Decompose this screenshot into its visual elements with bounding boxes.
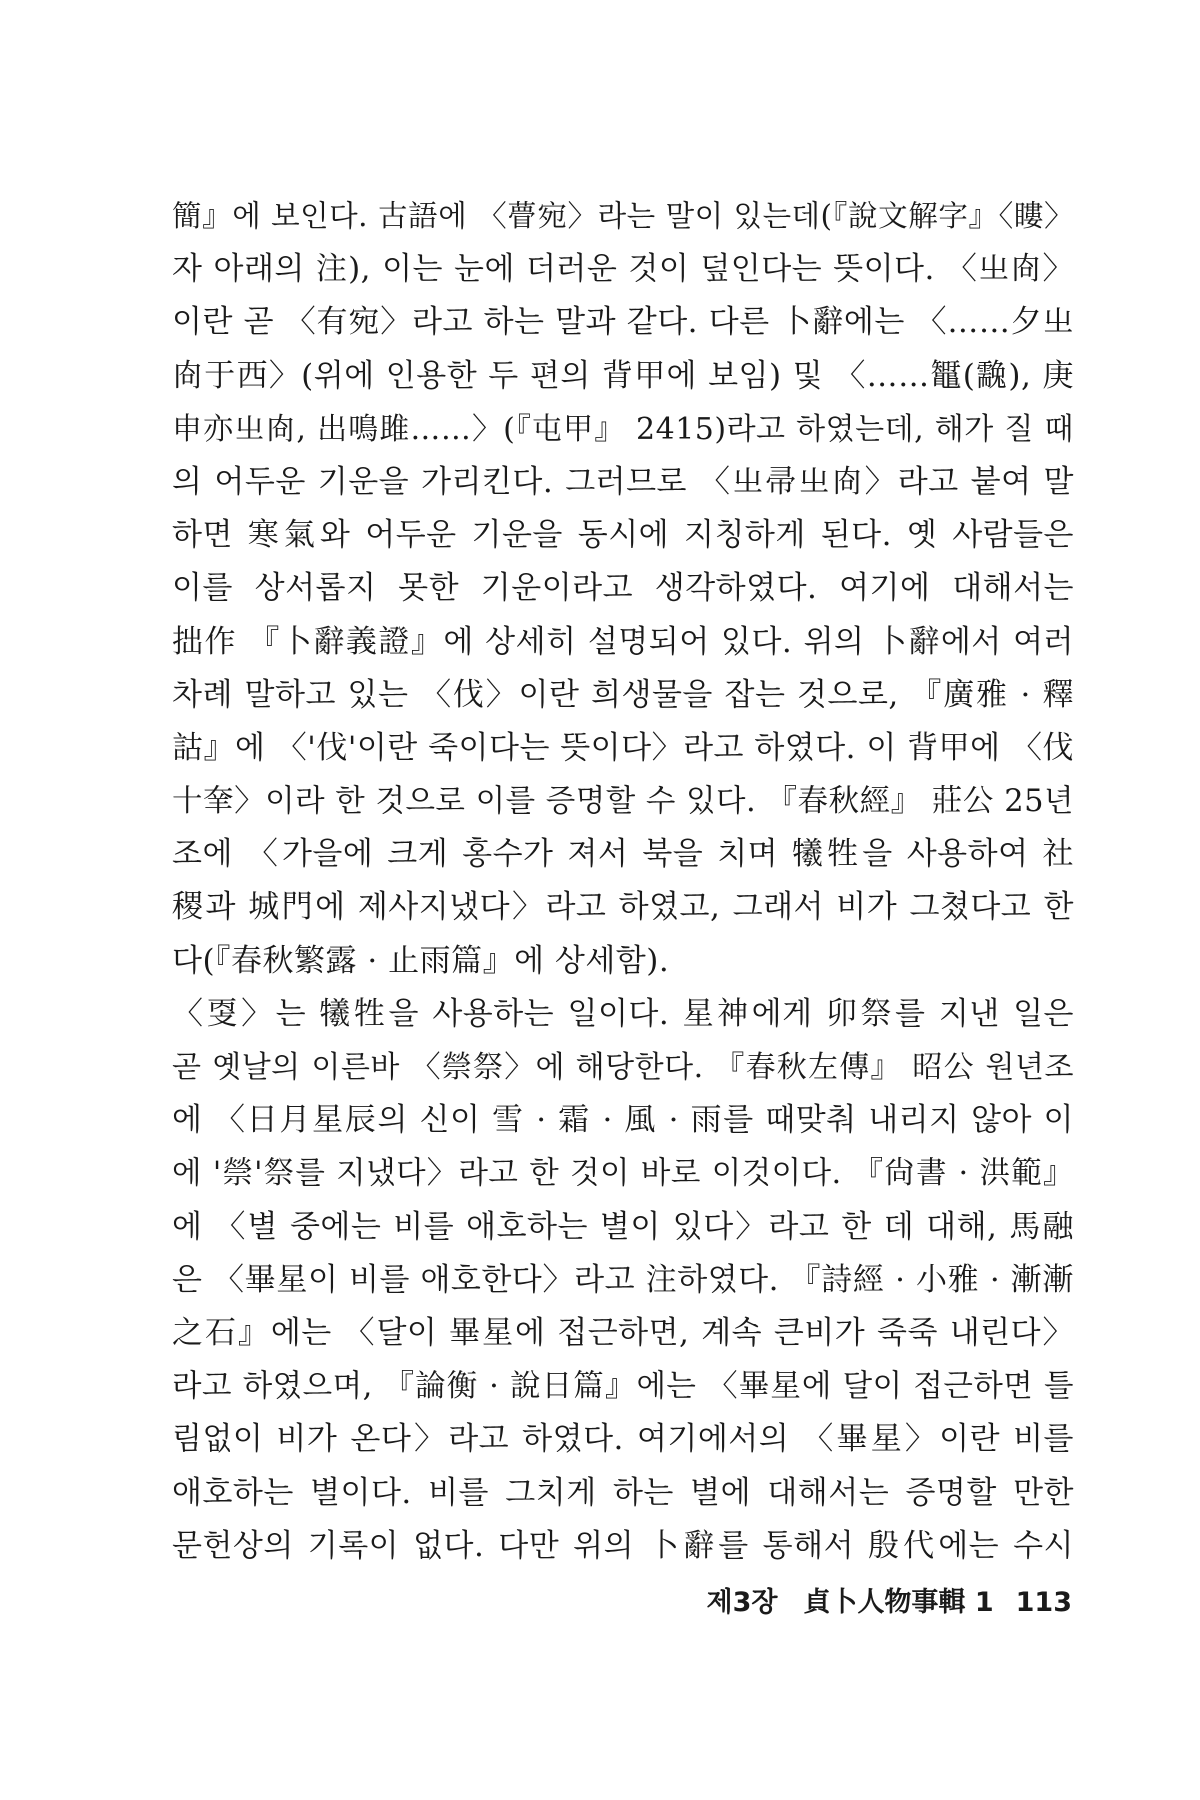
- text-line: 申亦㞢㕯, 出鳴雎……〉(『屯甲』 2415)라고 하였는데, 해가 질 때: [172, 411, 1074, 447]
- running-footer: [706, 1583, 1072, 1623]
- text-line: 곧 옛날의 이른바 〈禜祭〉에 해당한다. 『春秋左傳』 昭公 원년조: [172, 1050, 1074, 1085]
- text-line: 하면 寒氣와 어두운 기운을 동시에 지칭하게 된다. 옛 사람들은: [172, 517, 1074, 554]
- text-line: 에 〈별 중에는 비를 애호하는 별이 있다〉라고 한 데 대해, 馬融: [172, 1208, 1074, 1245]
- text-line: 이란 곧 〈有宛〉라고 하는 말과 같다. 다른 卜辭에는 〈……夕㞢: [172, 304, 1074, 341]
- text-line: 다(『春秋繁露 · 止雨篇』에 상세함).: [172, 942, 670, 979]
- text-line: 림없이 비가 온다〉라고 하였다. 여기에서의 〈畢星〉이란 비를: [172, 1421, 1074, 1458]
- text-line: 〈㪅〉는 犧牲을 사용하는 일이다. 星神에게 卯祭를 지낸 일은: [172, 995, 1074, 1032]
- text-line: 문헌상의 기록이 없다. 다만 위의 卜辭를 통해서 殷代에는 수시: [172, 1527, 1074, 1564]
- text-line: 十羍〉이라 한 것으로 이를 증명할 수 있다. 『春秋經』 莊公 25년: [172, 784, 1074, 820]
- text-line: 애호하는 별이다. 비를 그치게 하는 별에 대해서는 증명할 만한: [172, 1474, 1074, 1511]
- text-line: 簡』에 보인다. 古語에 〈瞢宛〉라는 말이 있는데(『說文解字』〈瞜〉: [172, 199, 1074, 233]
- text-line: 拙作 『卜辭義證』에 상세히 설명되어 있다. 위의 卜辭에서 여러: [172, 623, 1074, 660]
- text-line: 之石』에는 〈달이 畢星에 접근하면, 계속 큰비가 죽죽 내린다〉: [172, 1314, 1074, 1351]
- text-line: 은 〈畢星이 비를 애호한다〉라고 注하였다. 『詩經 · 小雅 · 漸漸: [172, 1261, 1074, 1298]
- text-line: 이를 상서롭지 못한 기운이라고 생각하였다. 여기에 대해서는: [172, 570, 1074, 607]
- text-line: 의 어두운 기운을 가리킨다. 그러므로 〈㞢帚㞢㕯〉라고 붙여 말: [172, 463, 1074, 500]
- text-line: 에 〈日月星辰의 신이 雪 · 霜 · 風 · 雨를 때맞춰 내리지 않아 이: [172, 1102, 1074, 1139]
- text-line: 자 아래의 注), 이는 눈에 더러운 것이 덮인다는 뜻이다. 〈㞢㕯〉: [172, 251, 1074, 288]
- text-line: 에 '禜'祭를 지냈다〉라고 한 것이 바로 이것이다. 『尙書 · 洪範』: [172, 1156, 1074, 1192]
- page-number: 113: [1015, 1587, 1072, 1618]
- text-line: 㕯于西〉(위에 인용한 두 편의 背甲에 보임) 및 〈……䵹(䨲), 庚: [172, 357, 1074, 394]
- text-line: 詁』에 〈'伐'이란 죽이다는 뜻이다〉라고 하였다. 이 背甲에 〈伐: [172, 729, 1074, 766]
- body-text: [172, 190, 1074, 1573]
- chapter-label: 제3장: [706, 1587, 778, 1618]
- text-line: 조에 〈가을에 크게 홍수가 져서 북을 치며 犧牲을 사용하여 社: [172, 836, 1074, 873]
- running-title: 貞卜人物事輯 1: [803, 1587, 994, 1618]
- text-line: 稷과 城門에 제사지냈다〉라고 하였고, 그래서 비가 그쳤다고 한: [172, 889, 1074, 926]
- text-line: 차례 말하고 있는 〈伐〉이란 희생물을 잡는 것으로, 『廣雅 · 釋: [172, 676, 1074, 713]
- text-line: 라고 하였으며, 『論衡 · 說日篇』에는 〈畢星에 달이 접근하면 틀: [172, 1369, 1074, 1405]
